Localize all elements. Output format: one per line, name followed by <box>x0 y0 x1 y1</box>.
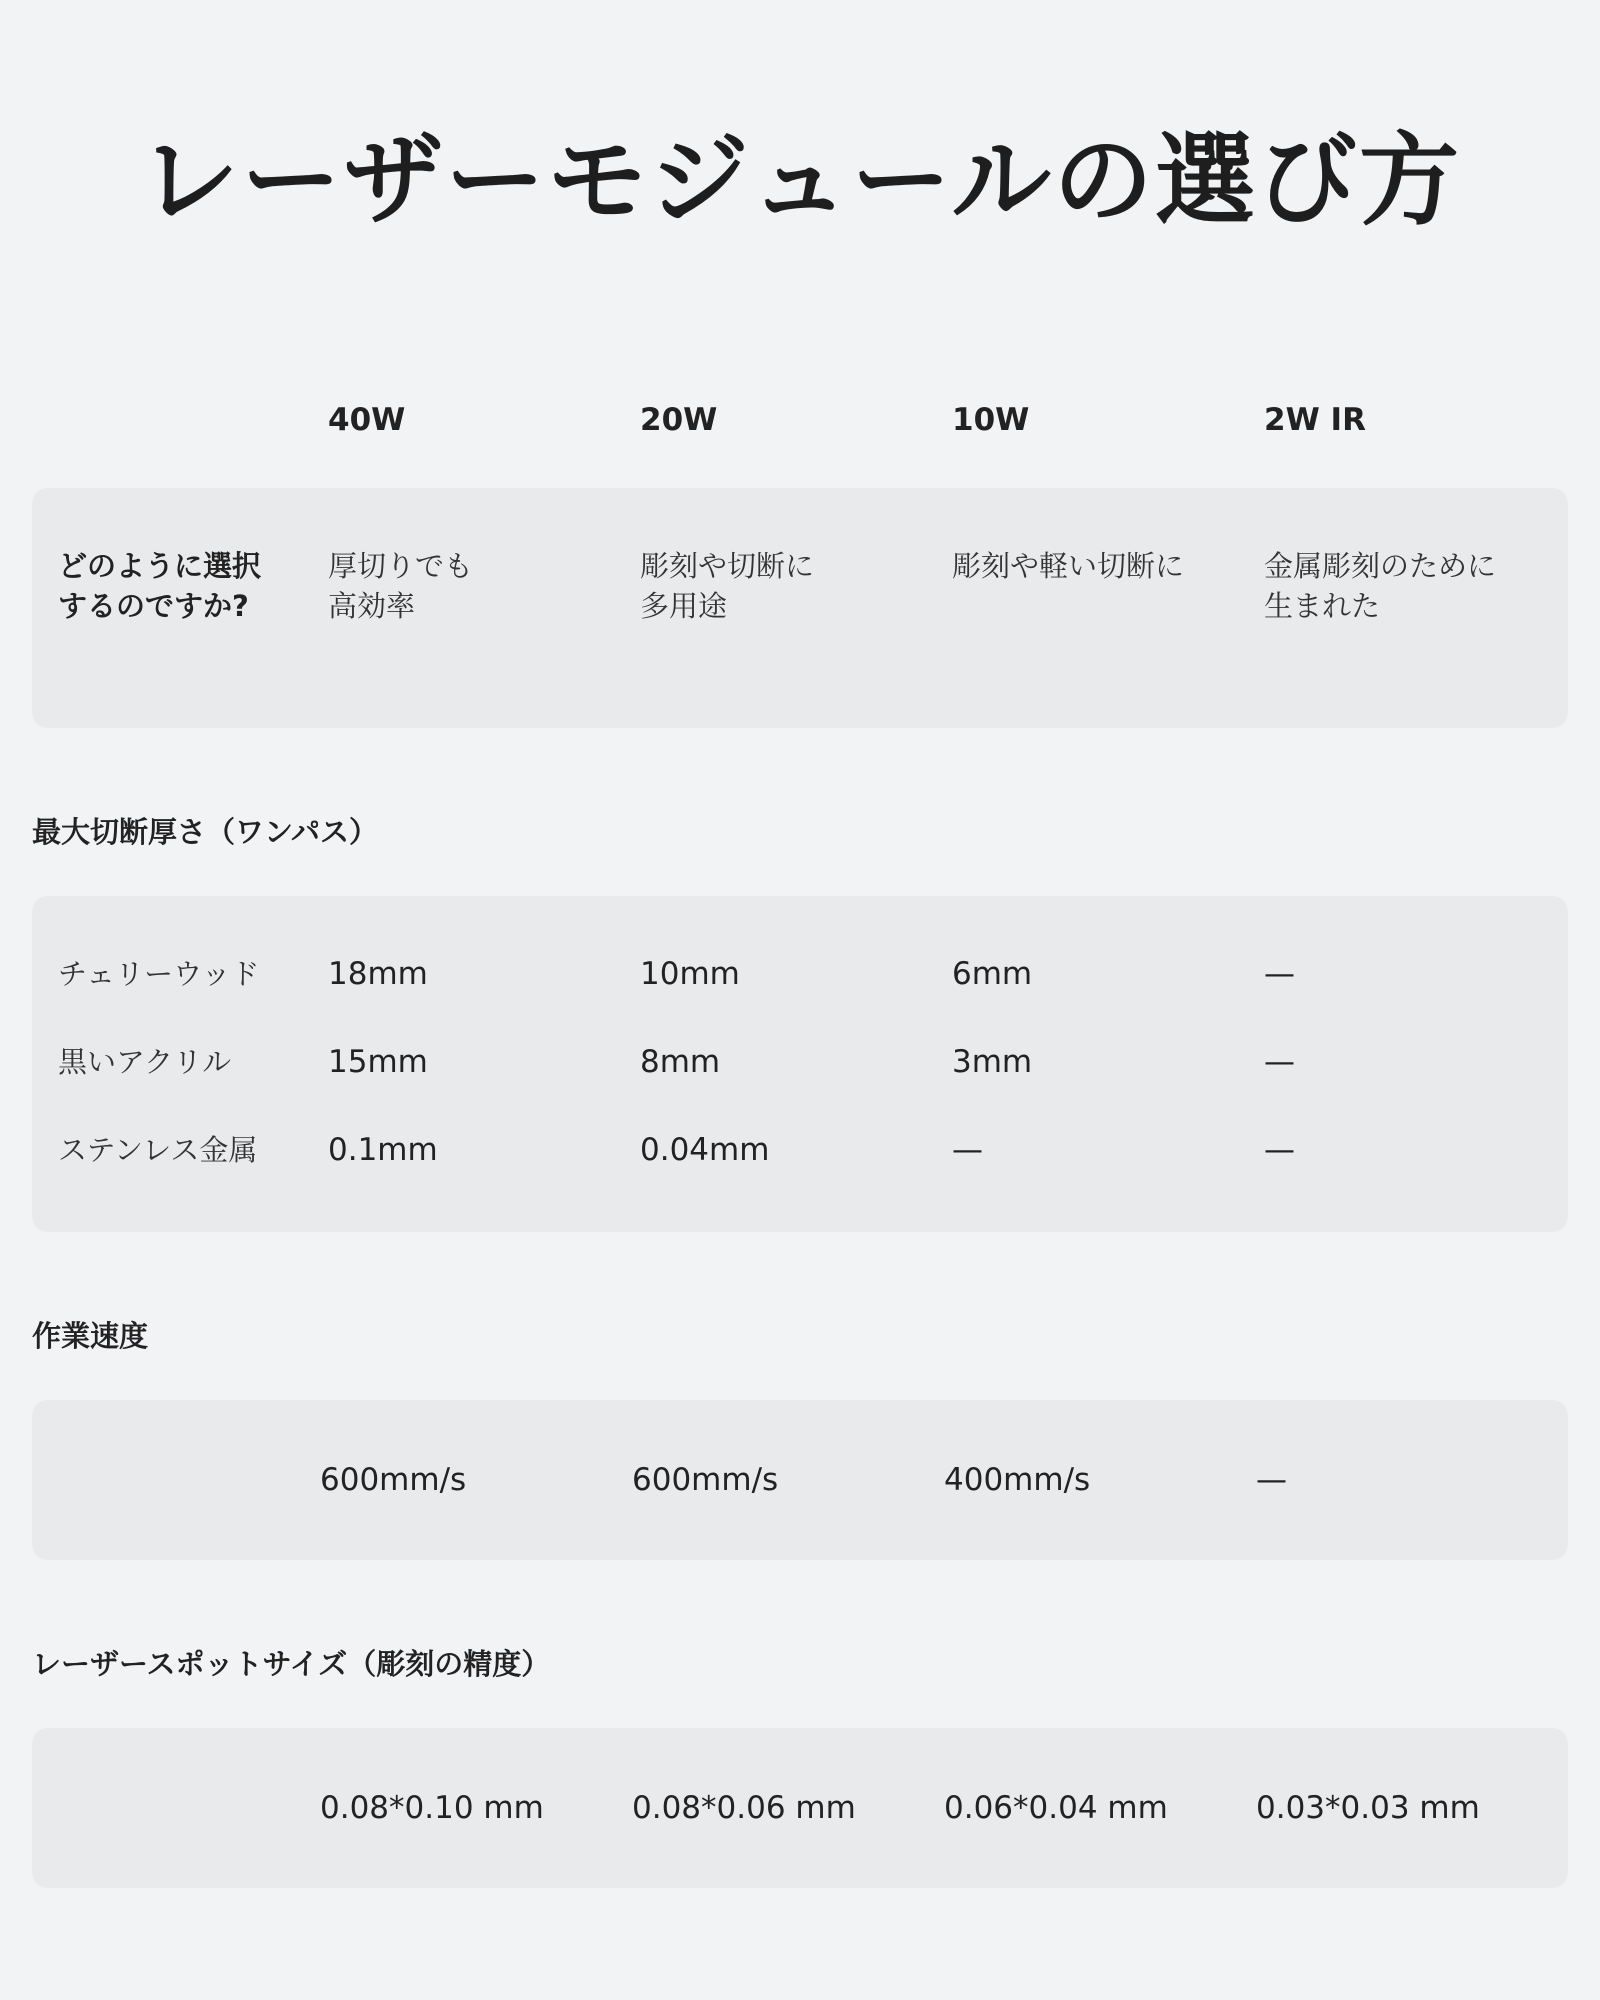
spot-value-40w: 0.08*0.10 mm <box>320 1790 544 1826</box>
row-label-stainless-metal: ステンレス金属 <box>58 1133 258 1167</box>
table-cell: 15mm <box>328 1044 428 1080</box>
spot-size-card <box>32 1728 1568 1888</box>
how-to-choose-2w-ir: 金属彫刻のために 生まれた <box>1264 549 1497 623</box>
table-cell: — <box>952 1132 983 1168</box>
spot-value-10w: 0.06*0.04 mm <box>944 1790 1168 1826</box>
max-cut-section-title: 最大切断厚さ（ワンパス） <box>32 815 378 849</box>
page-title: レーザーモジュールの選び方 <box>139 122 1461 239</box>
column-header-40w: 40W <box>328 402 406 438</box>
table-cell: 8mm <box>640 1044 721 1080</box>
table-cell: 0.04mm <box>640 1132 770 1168</box>
spot-size-section-title: レーザースポットサイズ（彫刻の精度） <box>32 1647 551 1681</box>
table-cell: — <box>1264 1132 1295 1168</box>
how-to-choose-10w: 彫刻や軽い切断に <box>952 549 1185 583</box>
speed-card <box>32 1400 1568 1560</box>
table-cell: 0.1mm <box>328 1132 438 1168</box>
column-header-20w: 20W <box>640 402 718 438</box>
how-to-choose-40w: 厚切りでも 高効率 <box>328 549 474 623</box>
row-label-cherry-wood: チェリーウッド <box>58 957 260 991</box>
spot-value-20w: 0.08*0.06 mm <box>632 1790 856 1826</box>
table-cell: 10mm <box>640 956 740 992</box>
how-to-choose-card <box>32 488 1568 728</box>
table-cell: — <box>1264 1044 1295 1080</box>
table-cell: 6mm <box>952 956 1033 992</box>
column-header-2w-ir: 2W IR <box>1264 402 1366 438</box>
table-cell: 18mm <box>328 956 428 992</box>
speed-value-40w: 600mm/s <box>320 1462 467 1498</box>
speed-value-2w-ir: — <box>1256 1462 1287 1498</box>
max-cut-card <box>32 896 1568 1232</box>
row-label-black-acrylic: 黒いアクリル <box>58 1045 232 1079</box>
speed-section-title: 作業速度 <box>32 1319 149 1353</box>
table-cell: 3mm <box>952 1044 1033 1080</box>
table-cell: — <box>1264 956 1295 992</box>
spot-value-2w-ir: 0.03*0.03 mm <box>1256 1790 1480 1826</box>
how-to-choose-20w: 彫刻や切断に 多用途 <box>640 549 815 623</box>
speed-value-10w: 400mm/s <box>944 1462 1091 1498</box>
column-header-10w: 10W <box>952 402 1030 438</box>
speed-value-20w: 600mm/s <box>632 1462 779 1498</box>
how-to-choose-label: どのように選択 するのですか? <box>58 549 262 623</box>
